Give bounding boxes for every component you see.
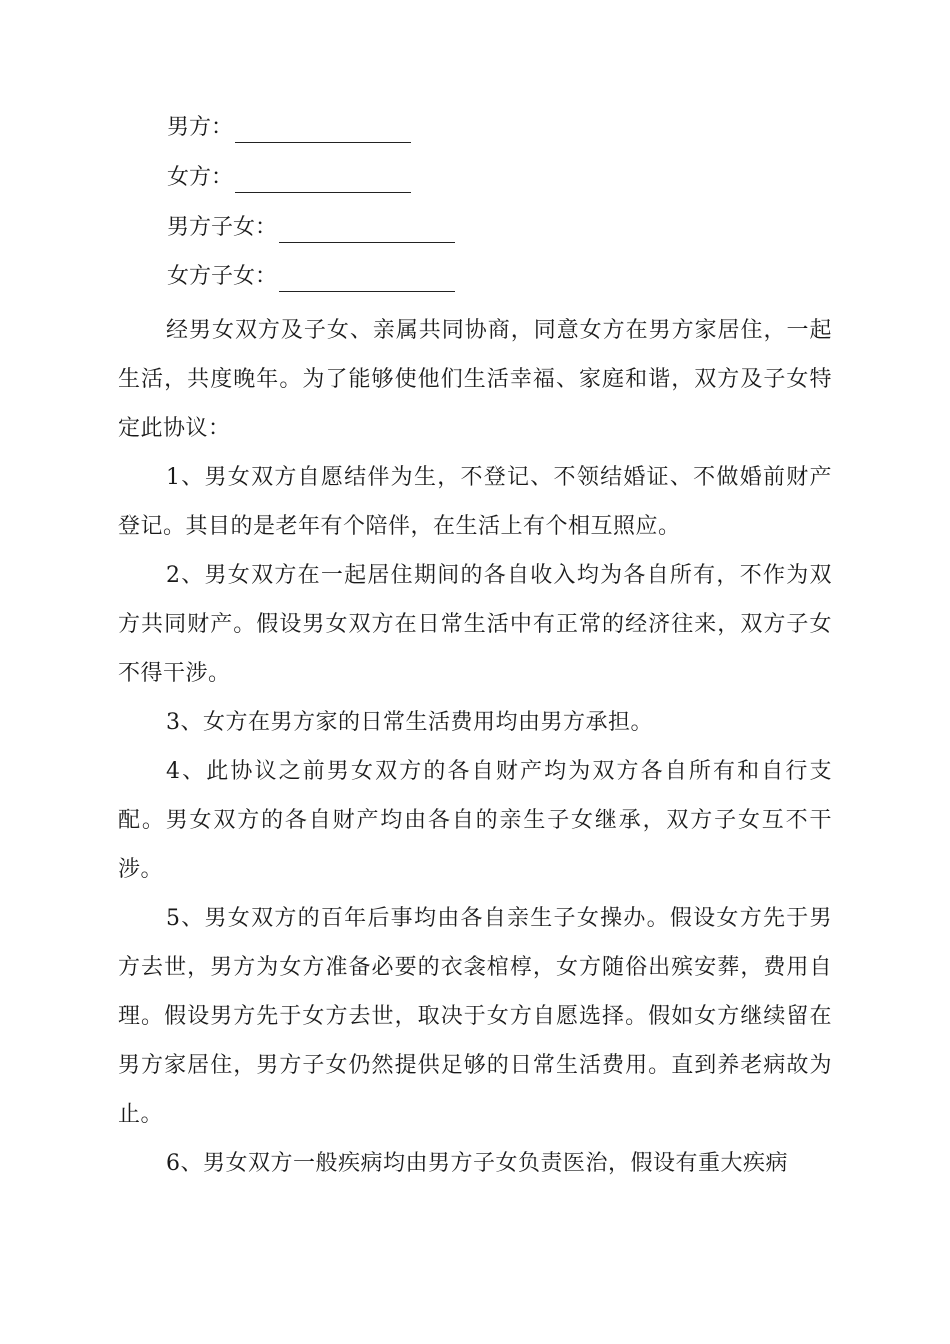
field-wife-children-blank[interactable] (279, 269, 455, 292)
field-husband (167, 113, 411, 143)
field-wife-label: 女方： (167, 165, 234, 190)
agreement-body (118, 306, 832, 1188)
paragraph-clause-1: 1、男女双方自愿结伴为生，不登记、不领结婚证、不做婚前财产登记。其目的是老年有个陪伴，在生活上有个相互照应。 (118, 465, 832, 539)
field-wife (167, 163, 411, 193)
field-wife-children-label: 女方子女： (167, 264, 278, 289)
paragraph-intro: 经男女双方及子女、亲属共同协商，同意女方在男方家居住，一起生活，共度晚年。为了能够使他们生活幸福、家庭和谐，双方及子女特定此协议： (118, 318, 832, 441)
paragraph-clause-6: 6、男女双方一般疾病均由男方子女负责医治，假设有重大疾病 (166, 1151, 788, 1176)
field-husband-children-label: 男方子女： (167, 215, 278, 240)
paragraph-clause-3: 3、女方在男方家的日常生活费用均由男方承担。 (166, 710, 653, 735)
field-husband-children-blank[interactable] (279, 220, 455, 243)
paragraph-clause-5: 5、男女双方的百年后事均由各自亲生子女操办。假设女方先于男方去世，男方为女方准备必要的衣衾棺椁，女方随俗出殡安葬，费用自理。假设男方先于女方去世，取决于女方自愿选择。假如女方继续留在男方家居住，男方子女仍然提供足够的日常生活费用。直到养老病故为止。 (118, 906, 832, 1127)
field-husband-blank[interactable] (235, 120, 411, 143)
field-wife-blank[interactable] (235, 170, 411, 193)
field-husband-children (167, 213, 455, 243)
paragraph-clause-2: 2、男女双方在一起居住期间的各自收入均为各自所有，不作为双方共同财产。假设男女双方在日常生活中有正常的经济往来，双方子女不得干涉。 (118, 563, 832, 686)
field-husband-label: 男方： (167, 115, 234, 140)
field-wife-children (167, 262, 455, 292)
paragraph-clause-4: 4、此协议之前男女双方的各自财产均为双方各自所有和自行支配。男女双方的各自财产均由各自的亲生子女继承，双方子女互不干涉。 (118, 759, 832, 882)
